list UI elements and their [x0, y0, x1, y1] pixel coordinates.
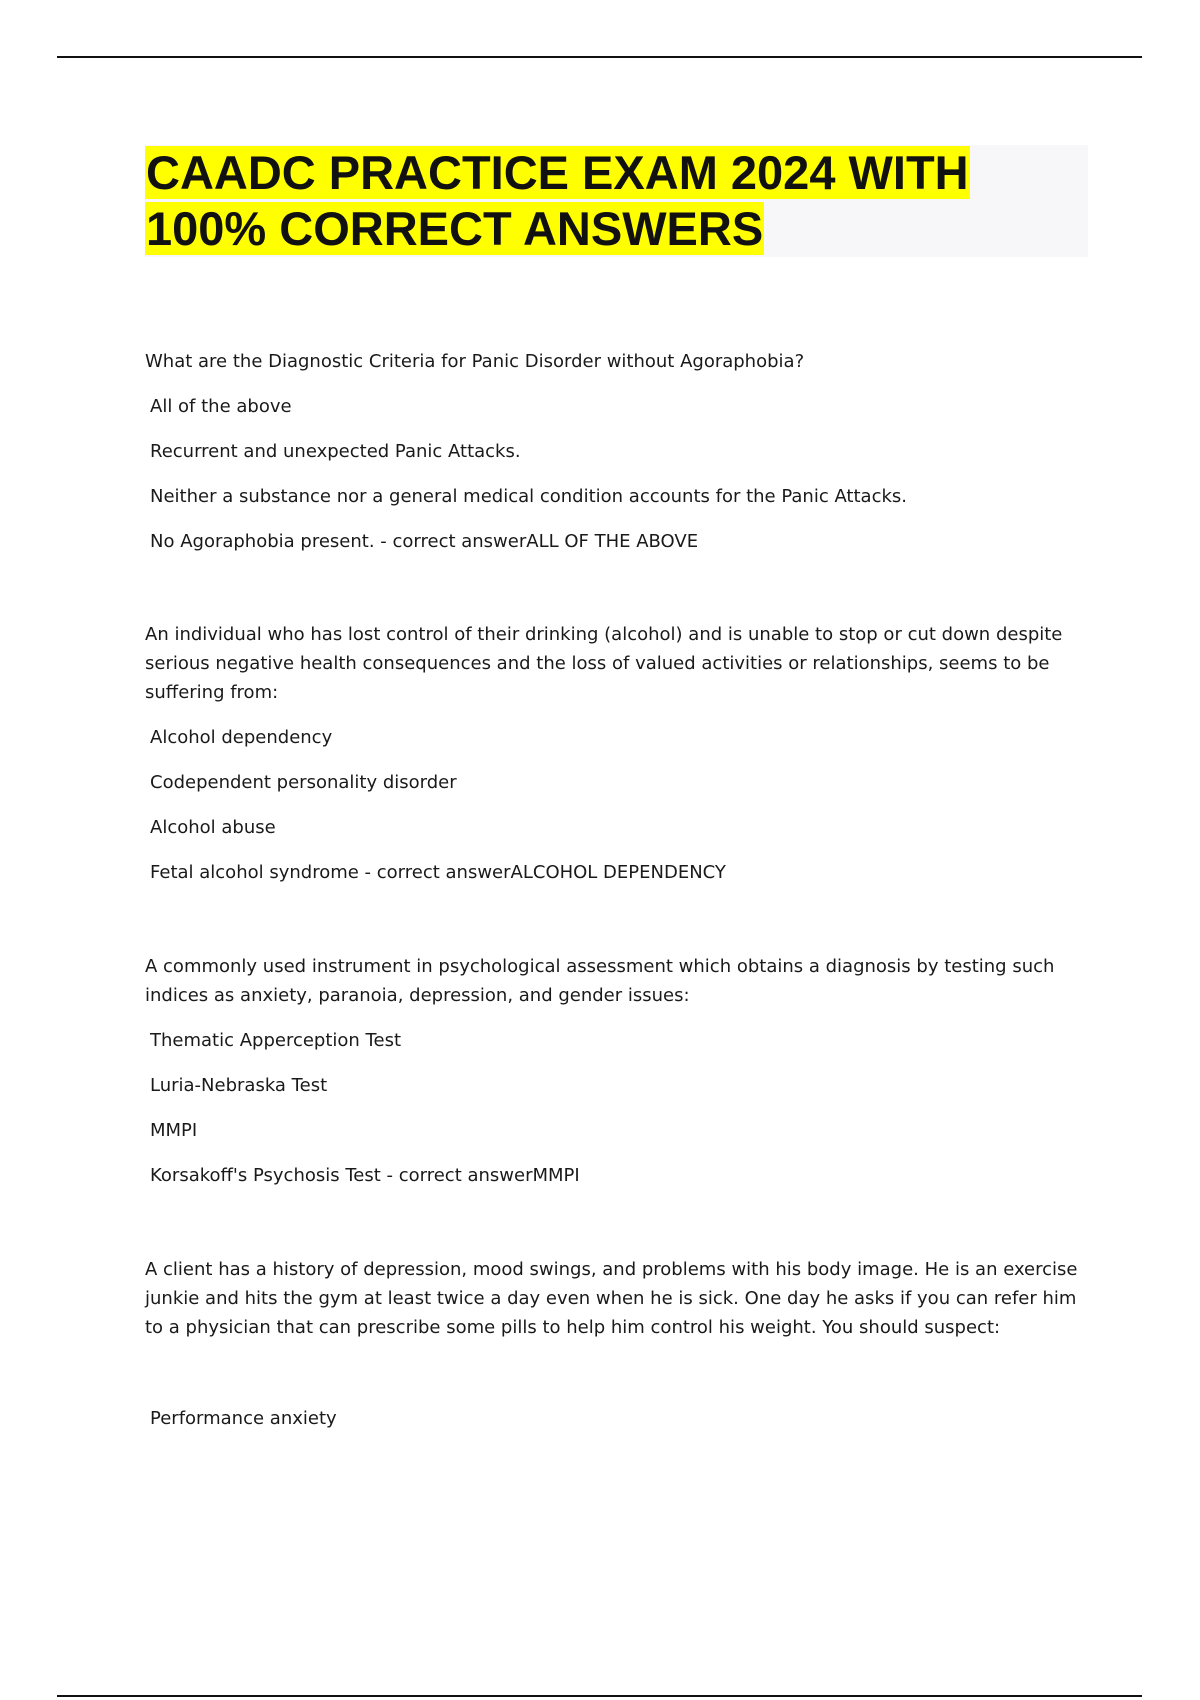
answer-option: Neither a substance nor a general medical condition accounts for the Panic Attacks.	[150, 486, 908, 507]
question-text: What are the Diagnostic Criteria for Panic Disorder without Agoraphobia?	[145, 351, 805, 372]
document-title	[145, 145, 1088, 257]
bottom-rule	[57, 1695, 1142, 1697]
answer-options	[145, 1027, 1090, 1190]
answer-option-with-correct-answer: Fetal alcohol syndrome - correct answerALCOHOL DEPENDENCY	[150, 862, 726, 883]
answer-option: Alcohol abuse	[150, 817, 276, 838]
answer-option: Performance anxiety	[150, 1408, 337, 1429]
answer-option-with-correct-answer: Korsakoff's Psychosis Test - correct answerMMPI	[150, 1165, 580, 1186]
answer-options	[145, 393, 1090, 556]
answer-option: Recurrent and unexpected Panic Attacks.	[150, 441, 521, 462]
question-block	[145, 952, 1090, 1190]
top-rule	[57, 56, 1142, 58]
answer-option: All of the above	[150, 396, 292, 417]
question-block	[145, 620, 1090, 887]
answer-option-with-correct-answer: No Agoraphobia present. - correct answerALL OF THE ABOVE	[150, 531, 699, 552]
answer-options	[145, 1405, 1090, 1433]
question-text: A commonly used instrument in psychological assessment which obtains a diagnosis by testing such indices as anxiety, paranoia, depression, and gender issues:	[145, 956, 1055, 1006]
title-line-1: CAADC PRACTICE EXAM 2024 WITH	[146, 146, 969, 199]
answer-option: MMPI	[150, 1120, 198, 1141]
answer-options	[145, 724, 1090, 887]
question-block	[145, 1255, 1090, 1433]
question-text: A client has a history of depression, mood swings, and problems with his body image. He is an exercise junkie and hits the gym at least twice a day even when he is sick. One day he asks if you can refer him to a physician that can prescribe some pills to help him control his weight. You should suspect:	[145, 1259, 1078, 1338]
question-block	[145, 347, 1090, 556]
answer-option: Codependent personality disorder	[150, 772, 457, 793]
answer-option: Thematic Apperception Test	[150, 1030, 402, 1051]
title-line-2: 100% CORRECT ANSWERS	[146, 202, 764, 255]
answer-option: Alcohol dependency	[150, 727, 333, 748]
question-text: An individual who has lost control of their drinking (alcohol) and is unable to stop or cut down despite serious negative health consequences and the loss of valued activities or relationships, seems to be suffering from:	[145, 624, 1063, 703]
answer-option: Luria-Nebraska Test	[150, 1075, 328, 1096]
